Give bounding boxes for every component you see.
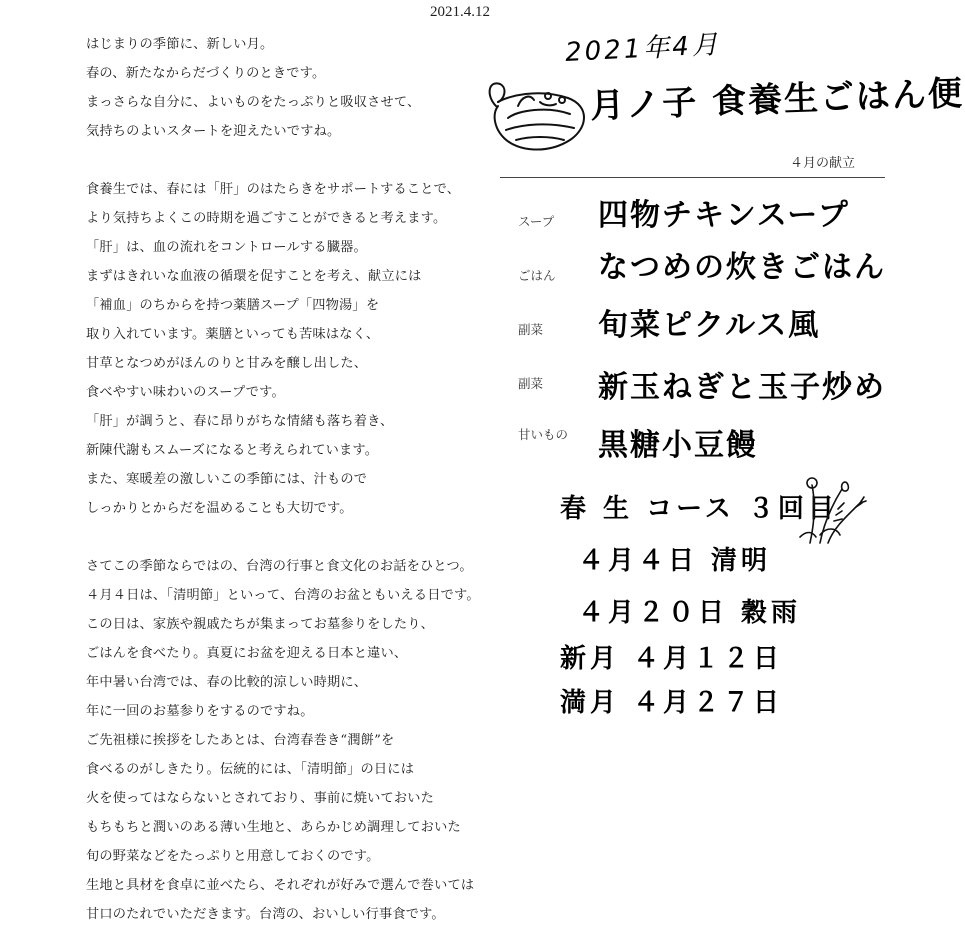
title-main: 月ノ子 食養生ごはん便 xyxy=(589,73,965,127)
menu-item-dish: 旬菜ピクルス風 xyxy=(598,308,821,343)
course-note: 春 生 コース ３回目 xyxy=(560,494,838,524)
solar-term-note: ４月４日 清明 xyxy=(578,546,772,576)
menu-item-dish: なつめの炊きごはん xyxy=(598,250,886,285)
article-line: 旬の野菜などをたっぷりと用意しておくのです。 xyxy=(86,849,380,864)
article-line: しっかりとからだを温めることも大切です。 xyxy=(86,501,353,516)
article-line: 気持ちのよいスタートを迎えたいですね。 xyxy=(86,124,341,139)
article-line: 甘草となつめがほんのりと甘みを醸し出した、 xyxy=(86,356,368,371)
issue-date: 2021.4.12 xyxy=(430,4,490,20)
article-line: 春の、新たなからだづくりのときです。 xyxy=(86,66,326,81)
article-line: ４月４日は、「清明節」といって、台湾のお盆ともいえる日です。 xyxy=(86,588,480,603)
article-line: ご先祖様に挨拶をしたあとは、台湾春巻き“潤餅”を xyxy=(86,733,395,748)
article-line: ごはんを食べたり。真夏にお盆を迎える日本と違い、 xyxy=(86,646,408,661)
menu-item-label: スープ xyxy=(518,214,555,229)
article-line: 火を使ってはならないとされており、事前に焼いておいた xyxy=(86,791,435,806)
article-line: まずはきれいな血液の循環を促すことを考え、献立には xyxy=(86,269,422,284)
article-line: 取り入れています。薬膳といっても苦味はなく、 xyxy=(86,327,380,342)
solar-term-note: ４月２０日 穀雨 xyxy=(578,598,802,628)
article-line: 生地と具材を食卓に並べたら、それぞれが好みで選んで巻いては xyxy=(86,878,475,893)
article-line: この日は、家族や親戚たちが集まってお墓参りをしたり、 xyxy=(86,617,435,632)
article-line: 新陳代謝もスムーズになると考えられています。 xyxy=(86,443,379,458)
moon-phase-note: 新月 ４月１２日 xyxy=(560,644,784,674)
article-line: 「補血」のちからを持つ薬膳スープ「四物湯」を xyxy=(86,298,380,313)
paragraph-gap xyxy=(86,523,536,552)
article-line: 食べやすい味わいのスープです。 xyxy=(86,385,285,400)
menu-item-label: 副菜 xyxy=(518,376,544,391)
article-line: また、寒暖差の激しいこの季節には、汁もので xyxy=(86,472,368,487)
article-line: さてこの季節ならではの、台湾の行事と食文化のお話をひとつ。 xyxy=(86,559,473,574)
divider xyxy=(500,177,885,178)
article-line: 食養生では、春には「肝」のはたらきをサポートすることで、 xyxy=(86,182,461,197)
article-line: 年中暑い台湾では、春の比較的涼しい時期に、 xyxy=(86,675,368,690)
menu-item-label: ごはん xyxy=(518,268,556,283)
article-line: 甘口のたれでいただきます。台湾の、おいしい行事食です。 xyxy=(86,907,445,922)
article-line: 食べるのがしきたり。伝統的には、「清明節」の日には xyxy=(86,762,415,777)
menu-item-dish: 四物チキンスープ xyxy=(598,198,850,233)
article-line: 「肝」は、血の流れをコントロールする臓器。 xyxy=(86,240,367,255)
menu-item-dish: 黒糖小豆饅 xyxy=(598,428,758,463)
paragraph-gap xyxy=(86,146,536,175)
mascot-doodle-icon xyxy=(478,66,598,166)
article-body xyxy=(86,30,536,929)
moon-phase-note: 満月 ４月２７日 xyxy=(560,688,784,718)
article-line: より気持ちよくこの時期を過ごすことができると考えます。 xyxy=(86,211,447,226)
menu-heading: ４月の献立 xyxy=(790,156,856,171)
menu-item-label: 副菜 xyxy=(518,322,544,337)
title-year-month: 2021年4月 xyxy=(564,29,722,69)
article-line: まっさらな自分に、よいものをたっぷりと吸収させて、 xyxy=(86,95,421,110)
menu-item-label: 甘いもの xyxy=(518,427,569,442)
plant-doodle-icon xyxy=(790,475,870,545)
article-line: 年に一回のお墓参りをするのですね。 xyxy=(86,704,314,719)
article-line: はじまりの季節に、新しい月。 xyxy=(86,37,274,52)
article-line: もちもちと潤いのある薄い生地と、あらかじめ調理しておいた xyxy=(86,820,461,835)
menu-item-dish: 新玉ねぎと玉子炒め xyxy=(598,370,886,405)
article-line: 「肝」が調うと、春に昂りがちな情緒も落ち着き、 xyxy=(86,414,394,429)
